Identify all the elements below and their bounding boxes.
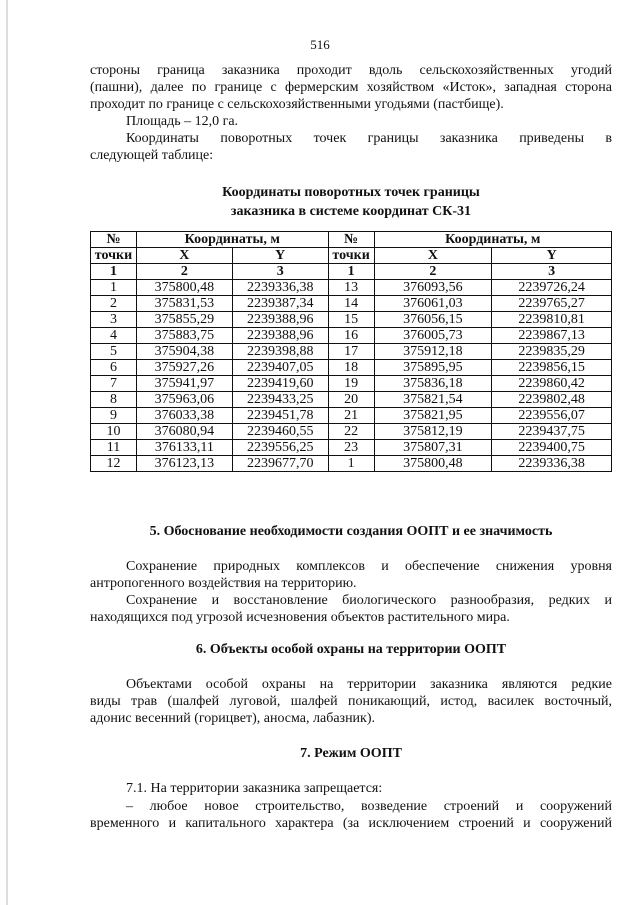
index-cell: 1 (328, 264, 374, 280)
section5-title: 5. Обоснование необходимости создания ООПТ и ее значимость (149, 524, 553, 539)
page-number: 516 (310, 37, 330, 52)
text-line: антропогенного воздействия на территорию. (90, 576, 357, 591)
table-cell-y1: 2239433,25 (232, 392, 328, 408)
index-cell: 3 (232, 264, 328, 280)
table-title (90, 183, 612, 221)
table-cell-y1: 2239419,60 (232, 376, 328, 392)
table-cell-n2: 18 (328, 360, 374, 376)
text-line: 7.1. На территории заказника запрещается: (126, 781, 383, 796)
text-line: находящихся под угрозой исчезновения объектов растительного мира. (90, 610, 510, 625)
table-cell-n2: 20 (328, 392, 374, 408)
table-cell-n1: 11 (91, 440, 137, 456)
table-cell-y1: 2239460,55 (232, 424, 328, 440)
header-no-right: № (328, 232, 374, 248)
text-line: адонис весенний (горицвет), аносма, лабазник). (90, 711, 376, 726)
table-row (91, 360, 612, 376)
index-cell: 1 (91, 264, 137, 280)
table-cell-x2: 375836,18 (374, 376, 492, 392)
header-y: Y (232, 248, 328, 264)
table-cell-n1: 3 (91, 312, 137, 328)
table-cell-n1: 9 (91, 408, 137, 424)
table-cell-x1: 376133,11 (136, 440, 232, 456)
header-coords-right: Координаты, м (374, 232, 611, 248)
section7-list-item (90, 798, 612, 832)
text-line: Сохранение и восстановление биологического разнообразия, редких и (126, 593, 612, 608)
table-cell-x1: 375904,38 (136, 344, 232, 360)
table-cell-n1: 4 (91, 328, 137, 344)
table-cell-x1: 375963,06 (136, 392, 232, 408)
table-cell-x1: 376123,13 (136, 456, 232, 472)
table-cell-x2: 376061,03 (374, 296, 492, 312)
table-row (91, 312, 612, 328)
table-row (91, 296, 612, 312)
table-title-line: заказника в системе координат СК-31 (230, 204, 472, 219)
text-line: Сохранение природных комплексов и обеспечение снижения уровня (126, 559, 612, 574)
table-cell-x2: 376005,73 (374, 328, 492, 344)
intro-paragraph (90, 62, 612, 113)
table-cell-y2: 2239726,24 (492, 280, 612, 296)
table-cell-x1: 375883,75 (136, 328, 232, 344)
table-cell-n1: 6 (91, 360, 137, 376)
table-row (91, 280, 612, 296)
table-cell-n2: 15 (328, 312, 374, 328)
text-line: следующей таблице: (90, 148, 214, 163)
table-cell-y2: 2239835,29 (492, 344, 612, 360)
table-cell-y2: 2239856,15 (492, 360, 612, 376)
table-cell-y1: 2239398,88 (232, 344, 328, 360)
scan-edge (6, 0, 8, 905)
table-cell-n1: 1 (91, 280, 137, 296)
table-cell-y2: 2239810,81 (492, 312, 612, 328)
table-cell-y2: 2239860,42 (492, 376, 612, 392)
table-cell-x2: 375821,54 (374, 392, 492, 408)
table-cell-n1: 2 (91, 296, 137, 312)
table-row (91, 328, 612, 344)
table-cell-x2: 375895,95 (374, 360, 492, 376)
section5-paragraph-2 (90, 592, 612, 626)
section7-title: 7. Режим ООПТ (300, 746, 402, 761)
coordinates-table (90, 231, 612, 472)
table-cell-x1: 375855,29 (136, 312, 232, 328)
table-cell-y2: 2239765,27 (492, 296, 612, 312)
header-x: X (136, 248, 232, 264)
table-cell-x2: 375807,31 (374, 440, 492, 456)
header-coords-left: Координаты, м (136, 232, 328, 248)
table-cell-n2: 14 (328, 296, 374, 312)
table-cell-x1: 375800,48 (136, 280, 232, 296)
table-row (91, 456, 612, 472)
table-index-row (91, 264, 612, 280)
header-y-right: Y (492, 248, 612, 264)
table-cell-x1: 375927,26 (136, 360, 232, 376)
table-cell-x1: 375831,53 (136, 296, 232, 312)
table-cell-n1: 8 (91, 392, 137, 408)
header-no: № (91, 232, 137, 248)
table-cell-y2: 2239556,07 (492, 408, 612, 424)
text-line: Площадь – 12,0 га. (126, 114, 239, 129)
table-header-row (91, 232, 612, 248)
table-cell-y2: 2239437,75 (492, 424, 612, 440)
table-cell-n2: 16 (328, 328, 374, 344)
table-cell-n1: 5 (91, 344, 137, 360)
table-cell-y1: 2239336,38 (232, 280, 328, 296)
table-cell-y1: 2239677,70 (232, 456, 328, 472)
table-cell-n1: 10 (91, 424, 137, 440)
table-cell-x2: 375812,19 (374, 424, 492, 440)
table-cell-y1: 2239388,96 (232, 328, 328, 344)
table-row (91, 424, 612, 440)
table-row (91, 344, 612, 360)
table-cell-n2: 1 (328, 456, 374, 472)
table-cell-x1: 376033,38 (136, 408, 232, 424)
table-cell-n2: 17 (328, 344, 374, 360)
section7-paragraph (90, 780, 612, 797)
index-cell: 2 (136, 264, 232, 280)
table-title-line: Координаты поворотных точек границы (222, 185, 480, 200)
table-cell-n2: 22 (328, 424, 374, 440)
section6-title: 6. Объекты особой охраны на территории ООПТ (195, 642, 507, 657)
table-cell-x2: 375912,18 (374, 344, 492, 360)
table-cell-x2: 376093,56 (374, 280, 492, 296)
table-cell-x1: 376080,94 (136, 424, 232, 440)
table-row (91, 376, 612, 392)
table-cell-n2: 23 (328, 440, 374, 456)
table-header-row (91, 248, 612, 264)
table-row (91, 392, 612, 408)
text-line: – любое новое строительство, возведение строений и сооружений (126, 799, 612, 814)
table-cell-x2: 375821,95 (374, 408, 492, 424)
table-cell-y1: 2239556,25 (232, 440, 328, 456)
index-cell: 2 (374, 264, 492, 280)
text-line: временного и капитального характера (за исключением строений и сооружений (90, 816, 612, 831)
table-cell-x2: 375800,48 (374, 456, 492, 472)
header-tochki-right: точки (328, 248, 374, 264)
table-row (91, 408, 612, 424)
index-cell: 3 (492, 264, 612, 280)
text-line: стороны граница заказника проходит вдоль сельскохозяйственных угодий (90, 63, 612, 78)
table-cell-n2: 19 (328, 376, 374, 392)
area-line (126, 113, 612, 130)
table-cell-n1: 12 (91, 456, 137, 472)
table-cell-n2: 21 (328, 408, 374, 424)
table-cell-y1: 2239387,34 (232, 296, 328, 312)
table-cell-y2: 2239336,38 (492, 456, 612, 472)
text-line: Координаты поворотных точек границы заказника приведены в (126, 131, 612, 146)
text-line: Объектами особой охраны на территории заказника являются редкие (126, 677, 612, 692)
table-intro-paragraph (90, 130, 612, 164)
table-cell-x2: 376056,15 (374, 312, 492, 328)
text-line: виды трав (шалфей луговой, шалфей поникающий, истод, василек восточный, (90, 694, 612, 709)
table-cell-y2: 2239867,13 (492, 328, 612, 344)
section6-paragraph (90, 676, 612, 727)
text-line: проходит по границе с сельскохозяйственными угодьями (пастбище). (90, 97, 504, 112)
table-cell-y2: 2239802,48 (492, 392, 612, 408)
table-cell-y2: 2239400,75 (492, 440, 612, 456)
text-line: (пашни), далее по границе с фермерским хозяйством «Исток», западная сторона (90, 80, 612, 95)
table-cell-n1: 7 (91, 376, 137, 392)
header-x-right: X (374, 248, 492, 264)
table-cell-x1: 375941,97 (136, 376, 232, 392)
table-row (91, 440, 612, 456)
section5-paragraph-1 (90, 558, 612, 592)
header-tochki: точки (91, 248, 137, 264)
table-cell-n2: 13 (328, 280, 374, 296)
table-cell-y1: 2239388,96 (232, 312, 328, 328)
table-cell-y1: 2239407,05 (232, 360, 328, 376)
table-cell-y1: 2239451,78 (232, 408, 328, 424)
